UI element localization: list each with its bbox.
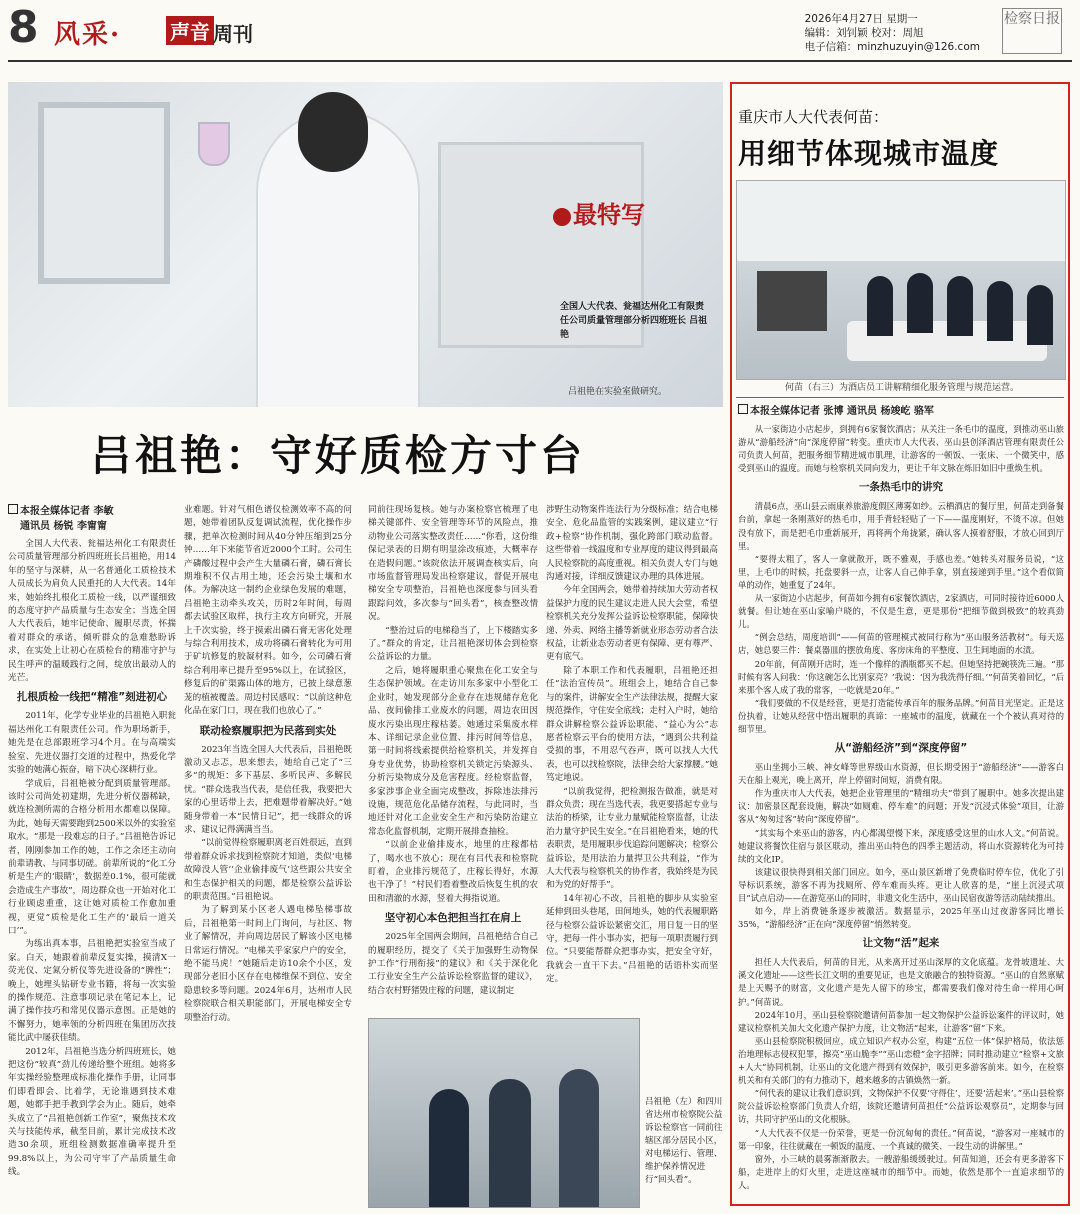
paragraph: 担任人大代表后，何苗的目光，从来离开过巫山深厚的文化底蕴。龙骨坡遗址、大溪文化遗址——这些长江文明的重要见证，也是文旅融合的独特资源。“巫山的自然禀赋是上天赐予的财富，文化遗产是先人留下的珍宝，都需要我们像对待生命一样用心呵护。”何苗说。 xyxy=(738,957,1064,1007)
subheading: 让文物“活”起来 xyxy=(862,937,940,950)
paragraph: 2023年当选全国人大代表后，吕祖艳既激动又忐忑，思来想去，她给自己定了“三多”的规矩：多下基层、多听民声、多解民忧。“群众选我当代表，是信任我，我要把大家的心里话带上去，把难题带着解决好。”她随身带着一本“民情日记”，把一线群众的诉求、建议记得满满当当。 xyxy=(184,744,352,835)
paragraph: “例会总结，周度培训”——何苗的管理模式被同行称为“巫山服务活教材”。每天巡店，她总要三件：餐桌器皿的摆放角度、客房床角的平整度、卫生间地面的水渍。 xyxy=(738,632,1064,656)
paragraph: 作为重庆市人大代表，她把企业管理里的“精细功夫”带到了履职中。她多次提出建议：加密景区配套设施，解决“如厕难、停车难”的问题；开发“沉浸式体验”项目，让游客从“匆匆过客”转向“深度停留”。 xyxy=(738,788,1064,825)
paragraph: 该建议很快得到相关部门回应。如今，巫山景区新增了免费临时停车位，优化了引导标识系统，游客不再为找厕所、停车难而头疼。更让人欣喜的是，“崖上沉浸式项目”试点启动——在游览巫山的同时，非遗文化生活中，巫山民宿夜游等活动陆续推出。 xyxy=(738,866,1064,903)
right-article-body xyxy=(738,404,1064,1202)
camera-icon xyxy=(553,208,571,226)
paragraph: 2024年10月，巫山县检察院邀请何苗参加一起文物保护公益诉讼案件的评议时，她建议检察机关加大文化遗产保护力度，让文物活“起来，让游客“留”下来。 xyxy=(738,1009,1064,1033)
paragraph: 从一家街边小店起步，到拥有6家餐饮酒店；从关注一条毛巾的温度，到推动巫山旅游从“游船经济”向“深度停留”转变。重庆市人大代表、巫山县创泽酒店管理有限责任公司负责人何苗，把服务细节精进城市肌理，让游客的一顿饭、一张床、一个微笑中，感受到巫山的温度。而她与检察机关同向发力，更让千年文脉在烁旧如旧中重焕生机。 xyxy=(738,424,1064,474)
person-figure xyxy=(559,1069,599,1207)
right-byline: 本报全媒体记者 张博 通讯员 杨竣屹 骆军 xyxy=(738,404,1064,419)
page-header xyxy=(0,0,1080,62)
person-figure xyxy=(867,276,893,336)
right-headline: 用细节体现城市温度 xyxy=(738,137,1000,170)
paragraph: “以前觉得检察履职离老百姓很远，直到带着群众诉求找到检察院才知道，类似‘电梯故障没人管’‘企业偷排废气’这些跟公共安全和生态保护相关的问题，都是检察公益诉讼的职责范围。”吕祖艳说。 xyxy=(184,838,352,902)
flask-shape xyxy=(198,122,230,166)
header-divider xyxy=(8,60,1072,62)
subheading: 从“游船经济”到“深度停留” xyxy=(834,742,968,755)
person-figure xyxy=(987,281,1013,341)
elevator-photo-caption: 吕祖艳（左）和四川省达州市检察院公益诉讼检察官一同前往辖区部分居民小区，对电梯运行、管理、维护保养情况进行“回头看”。 xyxy=(645,1097,723,1185)
byline-reporter: 本报全媒体记者 李敏 xyxy=(8,504,176,519)
left-headline: 吕祖艳：守好质检方寸台 xyxy=(90,431,586,480)
byline-correspondent: 通讯员 杨锐 李甯甯 xyxy=(20,521,107,532)
person-figure xyxy=(907,273,933,333)
paragraph: “要得太粗了，客人一拿就散开，既不雅观，手感也差。”她转头对服务员说，“这里，上毛巾的时候，托盘要斜一点，让客人自己伸手拿，别直接递到手里。”这个看似简单的动作，她重复了24年。 xyxy=(738,553,1064,590)
section-tag: 声音 xyxy=(166,16,214,45)
paragraph: 20年前，何苗刚开店时，连一个像样的酒瓶都买不起。但她坚持把碗筷洗三遍。“那时候有客人问我：‘你这碗怎么比别家亮？’我说：‘因为我洗得仔细。’”何苗笑着回忆，“后来那个客人成了我的常客，一吃就是20年。” xyxy=(738,658,1064,695)
right-kicker: 重庆市人大代表何苗： xyxy=(738,108,889,126)
date-line: 2026年4月27日 星期一 xyxy=(804,13,918,25)
caption-divider xyxy=(736,397,1064,398)
meeting-photo-caption: 何苗（右三）为酒店员工讲解精细化服务管理与规范运营。 xyxy=(784,383,1019,393)
paragraph: 为练出真本事，吕祖艳把实验室当成了家。白天，她跟着前辈反复实操，摸清X一荧光仪、定氮分析仪等先进设备的“脾性”；晚上，她埋头钻研专业书籍，将每一次实验的操作规范、注意事项记录在笔记本上，记满了操作技巧和常见仪器示意图。正是她的不懈努力，她率领的分析四班在集团历次技能比武中屡获佳绩。 xyxy=(8,939,176,1044)
photo-caption-small: 吕祖艳在实验室做研究。 xyxy=(568,387,668,397)
article-column-1 xyxy=(8,504,176,1209)
paragraph: “以前企业偷排废水，地里的庄稼都枯了，喝水也不放心；现在有吕代表和检察院盯着，企业排污规范了，庄稼长得好，水源也干净了！”村民们看着整改后恢复生机的农田和清澈的水源，竖着大拇指说道。 xyxy=(368,840,538,904)
paragraph: 2025年全国两会期间，吕祖艳结合自己的履职经历，提交了《关于加强野生动物保护工作“行刑衔接”的建议》和《关于深化化工行业安全生产公益诉讼检察监督的建议》，结合农村野猪毁庄稼的问题，建议制定 xyxy=(368,932,538,996)
paragraph: 同前往现场复核。她与办案检察官梳理了电梯关键部件、安全管理等环节的风险点，推动物业公司落实整改责任……“你看，这份维保记录表的日期有明显涂改痕迹，大概率存在造假问题。”该院依法开展调查核实后，向市场监督管理局发出检察建议，督促开展电梯安全专项整治，吕祖艳也深度参与回头看跟踪问效，多次参与“回头看”，核查整改情况。 xyxy=(368,505,538,623)
lab-shelf-shape xyxy=(38,102,170,284)
paragraph: “以前我觉得，把检测报告做准，就是对群众负责；现在当选代表，我更要搭起专业与法治的桥梁，让专业力量赋能检察监督，让法治力量守护民生安全。”在吕祖艳看来，她的代表职责，是用履职步伐追踪问题解决；检察公益诉讼，是用法治力量捍卫公共利益，“作为人大代表与检察机关的协作者，我始终是为民和为党的好帮手”。 xyxy=(546,786,718,891)
paragraph: 学成后，吕祖艳被分配到质量管理部。该时公司尚处初建期，先进分析仪器稀缺，就连检测所需的合格分析用水都难以保障。为此，她每天需要跑到2500米以外的实验室取水。“那是一段难忘的日子。”吕祖艳告诉记者，刚刚参加工作的她，工作之余还主动向前辈请教、与同事切磋。前辈所说的“化工分析是生产的‘眼睛’，数据差0.1%，很可能就会造成生产事故”，周边群众也一开始对化工行业顾虑重重，这让她对质检工作愈加重视，更觉“质检是化工生产的‘最后一道关口’”。 xyxy=(8,778,176,936)
subheading: 联动检察履职把为民落到实处 xyxy=(199,724,337,737)
paragraph: 窗外，小三峡的晨雾渐渐散去。一艘游船缓缓驶过。何苗知道，还会有更多游客下船，走进岸上的灯火里，走进这座城市的细节中。而她，依然是那个一直追求细节的人。 xyxy=(738,1153,1064,1190)
screen-shape xyxy=(757,271,827,331)
elevator-photo xyxy=(368,1018,640,1208)
meeting-photo xyxy=(736,180,1066,380)
person-figure xyxy=(429,1089,469,1207)
section-name: 风采· xyxy=(54,20,122,50)
paragraph: “何代表的建议让我们意识到，文物保护不仅要‘守得住’，还要‘活起来’。”巫山县检察院公益诉讼检察部门负责人介绍，该院还邀请何苗担任“公益诉讼观察员”，定期参与回访，共同守护巫山的文化根脉。 xyxy=(738,1088,1064,1125)
section-suffix: 周刊 xyxy=(213,22,253,46)
feature-tag: 最特写 xyxy=(553,195,645,230)
editors-line: 编辑：刘钊颖 校对：周旭 xyxy=(804,27,924,39)
paragraph: “人大代表不仅是一份荣誉，更是一份沉甸甸的责任。”何苗说，“游客对一座城市的第一印象，往往就藏在一顿饭的温度、一个真诚的微笑、一段生动的讲解里。” xyxy=(738,1127,1064,1151)
paragraph: 巫山坐拥小三峡、神女峰等世界级山水资源，但长期受困于“游船经济”——游客白天在船上观光，晚上离开，岸上停留时间短，消费有限。 xyxy=(738,762,1064,786)
person-figure xyxy=(1027,285,1053,345)
paragraph: 涉野生动物案件连法行为分级标准；结合电梯安全、危化品监管的实践案例，建议建立“行政+检察”协作机制，强化跨部门联动监督。这些带着一线温度和专业厚度的建议得到最高人民检察院的高度重视。相关负责人专门与她沟通对接，详细反馈建议办理的具体进展。 xyxy=(546,505,718,583)
paragraph: “其实每个来巫山的游客，内心都渴望慢下来，深度感受这里的山水人文。”何苗说。她建议将餐饮住宿与景区联动，推出巫山特色的四季主题活动，将山水资源转化为可持续的文化IP。 xyxy=(738,827,1064,864)
wall-shape xyxy=(737,181,1065,261)
person-figure xyxy=(947,276,973,336)
photo-caption-main: 全国人大代表、瓮福达州化工有限责任公司质量管理部分析四班班长 吕祖艳 xyxy=(560,302,708,340)
paragraph: 巫山县检察院积极回应，成立知识产权办公室，构建“五位一体”保护格局，依法惩治地理标志侵权犯罪，擦亮“巫山脆李”“巫山恋橙”金字招牌；同时推动建立“检察+文旅+人大”协同机制，让巫山的文化遗产得到有效保护，吸引更多游客前来。如今，在检察机关和有关部门的有力推动下，越来越多的古镇焕然一新。 xyxy=(738,1035,1064,1086)
article-column-4 xyxy=(546,504,718,1012)
page-number: 8 xyxy=(8,2,39,53)
paragraph: 为了解到某小区老人遇电梯坠梯事故后，吕祖艳第一时间上门询问，与社区、物业了解情况，并向周边居民了解该小区电梯日常运行情况。“电梯关乎家家户户的安全，绝不能马虎！”她随后走访10余个小区，发现部分老旧小区存在电梯维保不到位、安全隐患较多等问题。2024年6月，达州市人民检察院联合相关职能部门，开展电梯安全专项整治行动。 xyxy=(184,905,352,1023)
subheading: 一条热毛巾的讲究 xyxy=(859,481,943,494)
newspaper-logo: 检察日报 xyxy=(1002,8,1062,54)
paragraph: 14年初心不改，吕祖艳的脚步从实验室延伸到田头巷尾，田间地头，她的代表履职路径与检察公益诉讼紧密交汇，用日复一日的坚守，把每一件小事办实，把每一项职责履行到位。“只要能帮群众把事办实，把安全守好，我就会一直干下去。”吕祖艳的话语朴实而坚定。 xyxy=(546,893,718,985)
email-line: 电子信箱：minzhuzuyin@126.com xyxy=(804,41,980,53)
paragraph: 从一家街边小店起步，何苗如今拥有6家餐饮酒店，2家酒店，可同时接待近6000人就餐。但让她在巫山家喻户晓的，不仅是生意，更是那份“把细节做到极致”的较真劲儿。 xyxy=(738,593,1064,630)
paragraph: 全国人大代表、瓮福达州化工有限责任公司质量管理部分析四班班长吕祖艳，用14年的坚守与深耕，从一名普通化工质检技术人员成长为肩负人民重托的人大代表。14年来，她始终扎根化工质检一线，以严谨细致的态度守护产品质量与生态安全；当选全国人大代表后，她牢记使命、履职尽责，怀揣着对群众的承诺，倾听群众的急难愁盼诉求，在实处上让初心在质检台的精准守护与民生呼声的温暖践行之间，绽放出最动人的光芒。 xyxy=(8,539,176,684)
main-photo xyxy=(8,82,723,407)
person-figure xyxy=(489,1079,531,1207)
paragraph: 今年全国两会，她带着持续加大劳动者权益保护力度的民生建议走进人民大会堂，希望检察机关充分发挥公益诉讼检察职能，保障快递、外卖、网络主播等新就业形态劳动者合法权益，让新业态劳动者更有保障、更有尊严、更有底气。 xyxy=(546,585,718,663)
paragraph: 清晨6点，巫山县云雨康养旅游度假区薄雾如纱。云栖酒店的餐厅里，何苗走到备餐台前，拿起一条刚蒸好的热毛巾，用手背轻轻贴了一下——温度刚好，不烫不凉。但她没有放下，而是把毛巾重新展开，再将两个角拢紧，确认客人摸着舒服，才放心回到厅里。 xyxy=(738,501,1064,551)
paragraph: 之后，她将履职重心聚焦在化工安全与生态保护领域。在走访川东多家中小型化工企业时，她发现部分企业存在违规储存危化品、夜间偷排工业废水的问题，周边农田因废水污染出现庄稼枯萎。她通过采集废水样本、详细记录企业位置、排污时间等信息，第一时间将线索提供给检察机关，并发挥自身专业优势，协助检察机关锁定污染源头、分析污染物成分及危害程度。经检察监督，多家涉事企业全面完成整改，拆除违法排污设施，规范危化品储存流程，与此同时，当地还针对化工企业安全生产和污染防治建立常态化监督机制，定期开展排查抽检。 xyxy=(368,665,538,837)
paragraph: 业难题。针对气相色谱仪检测效率不高的问题，她带着团队反复调试流程，优化操作步骤，把单次检测时间从40分钟压缩到25分钟……年下来能节省近2000个工时。公司生产磷酸过程中会产生大量磷石膏，磷石膏长期堆积不仅占用土地，还会污染土壤和水体。为解决这一制约企业绿色发展的难题，吕祖艳主动牵头攻关，历时2年时间，每周都去试验区取样，执行主攻方向研究，开展上千次实验，终于摸索出磷石膏无害化处理与综合利用技术，成功将磷石膏转化为可用于矿坑修复的胶凝材料。如今，公司磷石膏综合利用率已提升至95%以上，在试验区，修复后的矿渠露山体的地方，已披上绿意葱茏的植被覆盖。周边村民感叹：“以前这种危化品在家门口，现在我们也放心了。” xyxy=(184,505,352,717)
paragraph: 除了本职工作和代表履职，吕祖艳还担任“法治宣传员”。班组会上，她结合自己参与的案件，讲解安全生产法律法规，提醒大家规范操作，守住安全底线；走村入户时，她给群众讲解检察公益诉讼职能、“益心为公”志愿者检察云平台的使用方法，“遇到公共利益受损的事，不用忍气吞声，既可以找人大代表，也可以找检察院，法律会给大家撑腰。”她笃定地说。 xyxy=(546,665,718,784)
paragraph: “整治过后的电梯稳当了，上下楼踏实多了。”群众的肯定，让吕祖艳深切体会到检察公益诉讼的力量。 xyxy=(368,625,538,663)
paragraph: 2012年，吕祖艳当选分析四班班长，她把这份“较真”劲儿传递给整个班组。她将多年实操经验整理成标准化操作手册，让同事们即看即会、比着学，无论谁遇到技术难题，她都手把手教到学会为止。随后，她牵头成立了“吕祖艳创新工作室”，聚焦技术攻关与技能传承，截至目前，累计完成技术改造30余项，班组检测数据准确率提升至99.8%以上，为公司守牢了产品质量生命线。 xyxy=(8,1046,176,1178)
subheading: 坚守初心本色把担当扛在肩上 xyxy=(384,912,522,925)
paragraph: “我们要做的不仅是经营，更是打造能传承百年的服务品牌。”何苗目光坚定。正是这份执着，让她从经营中悟出履职的真谛：一座城市的温度，就藏在一个个被认真对待的细节里。 xyxy=(738,697,1064,734)
header-info xyxy=(805,12,980,54)
paragraph: 如今，岸上消费链条逐步被激活。数据显示，2025年巫山过夜游客同比增长35%，“游船经济”正在向“深度停留”悄然转变。 xyxy=(738,906,1064,930)
subheading: 扎根质检一线把“精准”刻进初心 xyxy=(16,691,168,704)
article-column-3 xyxy=(368,504,538,1012)
article-column-2 xyxy=(184,504,352,1209)
person-head-shape xyxy=(298,92,368,172)
paragraph: 2011年，化学专业毕业的吕祖艳入职瓮福达州化工有限责任公司。作为职场新手，她先是在总部跟班学习4个月。在与高端实验室、先进仪器打交道的过程中，热爱化学实验的她满心振奋，暗下决心深耕行业。 xyxy=(8,711,176,776)
